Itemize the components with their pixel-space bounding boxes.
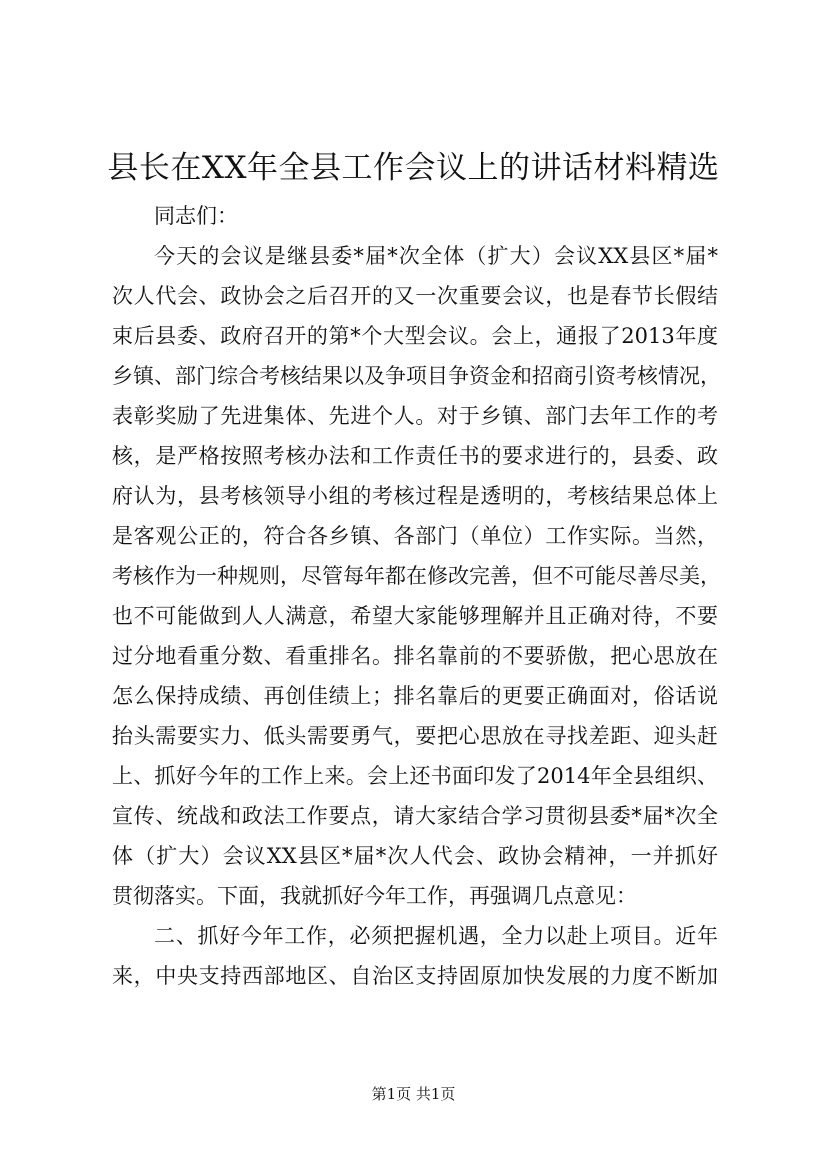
paragraph-line: 怎么保持成绩、再创佳绩上；排名靠后的更要正确面对，俗话说 — [112, 684, 718, 708]
paragraph-line: 来，中央支持西部地区、自治区支持固原加快发展的力度不断加 — [112, 964, 718, 988]
paragraph-line: 束后县委、政府召开的第*个大型会议。会上，通报了2013年度 — [112, 324, 718, 348]
paragraph-line: 表彰奖励了先进集体、先进个人。对于乡镇、部门去年工作的考 — [112, 404, 718, 428]
paragraph-line: 过分地看重分数、看重排名。排名靠前的不要骄傲，把心思放在 — [112, 644, 718, 668]
paragraph-line: 府认为，县考核领导小组的考核过程是透明的，考核结果总体上 — [112, 484, 718, 508]
paragraph-line: 是客观公正的，符合各乡镇、各部门（单位）工作实际。当然， — [112, 524, 718, 548]
paragraph-line: 抬头需要实力、低头需要勇气，要把心思放在寻找差距、迎头赶 — [112, 724, 718, 748]
document-title: 县长在XX年全县工作会议上的讲话材料精选 — [107, 150, 720, 186]
paragraph-line: 上、抓好今年的工作上来。会上还书面印发了2014年全县组织、 — [112, 764, 718, 788]
document-body — [112, 196, 721, 996]
paragraph-line: 体（扩大）会议XX县区*届*次人代会、政协会精神，一并抓好 — [112, 844, 718, 868]
paragraph-line: 贯彻落实。下面，我就抓好今年工作，再强调几点意见： — [112, 884, 637, 908]
paragraph-line: 宣传、统战和政法工作要点，请大家结合学习贯彻县委*届*次全 — [112, 804, 718, 828]
paragraph-line: 核，是严格按照考核办法和工作责任书的要求进行的，县委、政 — [112, 444, 718, 468]
page-number: 第1页 共1页 — [371, 1085, 456, 1103]
paragraph-line: 次人代会、政协会之后召开的又一次重要会议，也是春节长假结 — [112, 284, 718, 308]
paragraph-line: 二、抓好今年工作，必须把握机遇，全力以赴上项目。近年 — [154, 924, 718, 948]
paragraph-line: 乡镇、部门综合考核结果以及争项目争资金和招商引资考核情况， — [112, 364, 721, 388]
paragraph-line: 也不可能做到人人满意，希望大家能够理解并且正确对待，不要 — [112, 604, 718, 628]
salutation: 同志们： — [154, 204, 238, 228]
paragraph-line: 考核作为一种规则，尽管每年都在修改完善，但不可能尽善尽美， — [112, 564, 721, 588]
paragraph-line: 今天的会议是继县委*届*次全体（扩大）会议XX县区*届* — [154, 244, 718, 268]
